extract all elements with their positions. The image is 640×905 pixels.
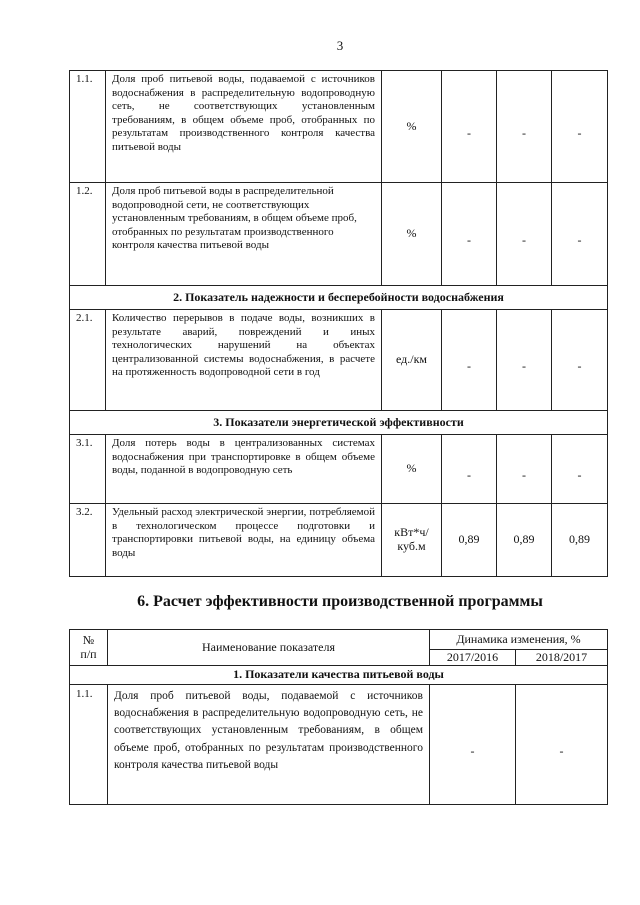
value-cell: -	[516, 685, 608, 805]
section-row	[70, 286, 608, 310]
dynamics-header: Динамика изменения, %	[430, 630, 608, 650]
row-number: 3.1.	[70, 435, 106, 504]
name-header: Наименование показателя	[108, 630, 430, 666]
table-row	[70, 504, 608, 577]
value-cell: -	[552, 310, 608, 411]
indicator-name: Доля проб питьевой воды, подаваемой с источников водоснабжения в распределительную водопроводную сеть, не соответствующих установленным требованиям, в общем объеме проб, отобранных по результатам производственного контроля качества питьевой воды	[108, 685, 430, 805]
indicator-name: Доля проб питьевой воды в распределительной водопроводной сети, не соответствующих установленным требованиям, в общем объеме проб, отобранных по результатам производственного контроля качества питьевой воды	[106, 183, 382, 286]
unit-cell: ед./км	[382, 310, 442, 411]
value-cell: 0,89	[552, 504, 608, 577]
value-cell: -	[552, 183, 608, 286]
indicators-table	[69, 70, 608, 577]
row-number: 1.1.	[70, 685, 108, 805]
period-header: 2017/2016	[430, 650, 516, 666]
value-cell: 0,89	[442, 504, 497, 577]
value-cell: -	[497, 71, 552, 183]
value-cell: 0,89	[497, 504, 552, 577]
section-heading: 6. Расчет эффективности производственной программы	[137, 593, 543, 610]
indicator-name: Удельный расход электрической энергии, потребляемой в технологическом процессе подготовки и транспортировки питьевой воды, на единицу объема воды	[106, 504, 382, 577]
section-title: 1. Показатели качества питьевой воды	[70, 666, 608, 685]
row-number: 3.2.	[70, 504, 106, 577]
header-row	[70, 630, 608, 650]
table-row	[70, 183, 608, 286]
indicator-name: Доля потерь воды в централизованных системах водоснабжения при транспортировке в общем объеме воды, поданной в водопроводную сеть	[106, 435, 382, 504]
table-row	[70, 685, 608, 805]
value-cell: -	[442, 310, 497, 411]
num-header	[70, 630, 108, 666]
value-cell: -	[552, 71, 608, 183]
value-cell: -	[442, 71, 497, 183]
unit-cell: %	[382, 71, 442, 183]
value-cell: -	[497, 310, 552, 411]
table-row	[70, 310, 608, 411]
value-cell: -	[497, 183, 552, 286]
row-number: 1.2.	[70, 183, 106, 286]
section-title: 3. Показатели энергетической эффективности	[70, 411, 608, 435]
row-number: 1.1.	[70, 71, 106, 183]
value-cell: -	[442, 435, 497, 504]
value-cell: -	[442, 183, 497, 286]
section-row	[70, 666, 608, 685]
period-header: 2018/2017	[516, 650, 608, 666]
unit-cell: кВт*ч/ куб.м	[382, 504, 442, 577]
indicator-name: Доля проб питьевой воды, подаваемой с источников водоснабжения в распределительную водопроводную сеть, не соответствующих установленным требованиям, в общем объеме проб, отобранных по результатам производственного контроля качества питьевой воды	[106, 71, 382, 183]
indicator-name: Количество перерывов в подаче воды, возникших в результате аварий, повреждений и иных технологических нарушений на объектах централизованной системы водоснабжения, в расчете на протяженность водопроводной сети в год	[106, 310, 382, 411]
row-number: 2.1.	[70, 310, 106, 411]
unit-cell: %	[382, 183, 442, 286]
section-row	[70, 411, 608, 435]
num-header-line2: п/п	[80, 646, 97, 661]
table-row	[70, 435, 608, 504]
page-number: 3	[336, 38, 344, 53]
unit-cell: %	[382, 435, 442, 504]
efficiency-table	[69, 629, 608, 805]
value-cell: -	[497, 435, 552, 504]
section-title: 2. Показатель надежности и бесперебойности водоснабжения	[70, 286, 608, 310]
value-cell: -	[430, 685, 516, 805]
num-header-line1: №	[82, 632, 95, 647]
table-row	[70, 71, 608, 183]
value-cell: -	[552, 435, 608, 504]
